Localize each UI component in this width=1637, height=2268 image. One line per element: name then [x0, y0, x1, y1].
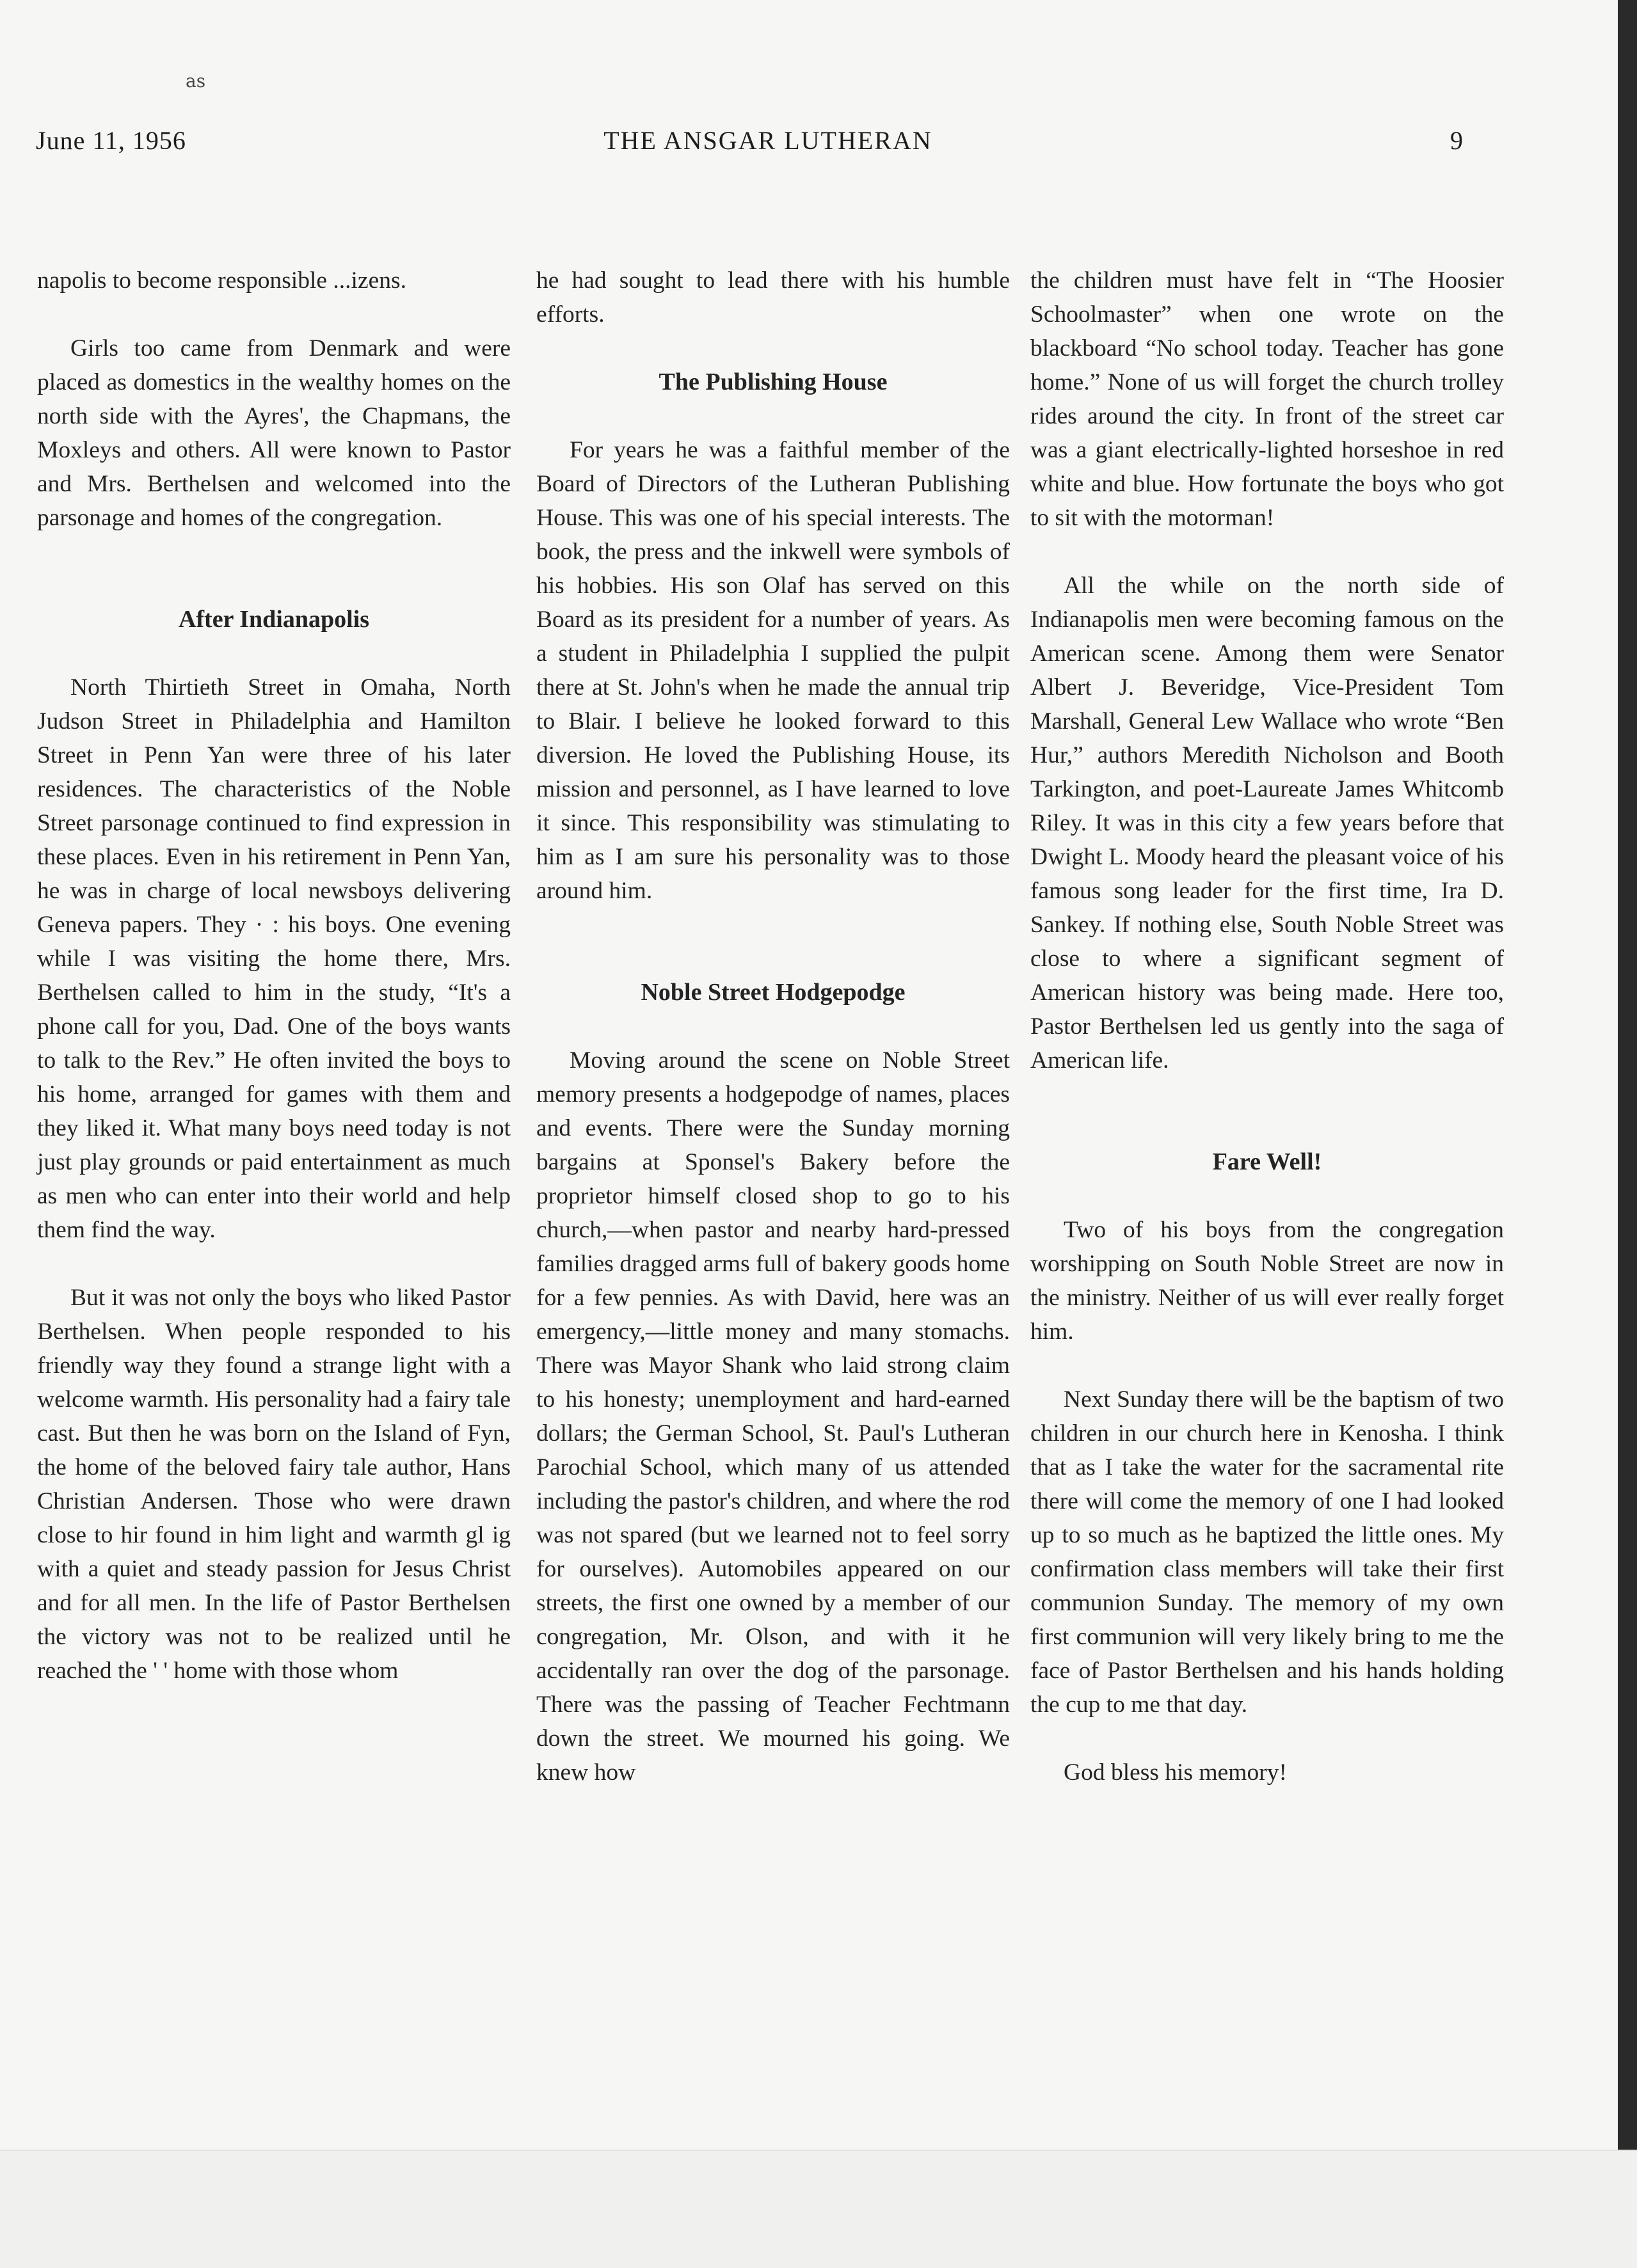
section-heading-noble-street-hodgepodge: Noble Street Hodgepodge	[641, 979, 906, 1006]
column-2	[536, 264, 1010, 1789]
paragraph: But it was not only the boys who liked Pastor Berthelsen. When people responded to his friendly way they found a strange light with a welcome warmth. His personality had a fairy tale cast. But then he was born on the Island of Fyn, the home of the beloved fairy tale author, Hans Christian Andersen. Those who were drawn close to hir found in him light and warmth gl ig with a quiet and steady passion for Jesus Christ and for all men. In the life of Pastor Berthelsen the victory was not to be realized until he reached the ' ' home with those whom	[37, 1285, 511, 1684]
scanner-bed	[0, 2150, 1637, 2268]
paragraph: North Thirtieth Street in Omaha, North Judson Street in Philadelphia and Hamilton Street in Penn Yan were three of his later residences. The characteristics of the Noble Street parsonage continued to find expression in these places. Even in his retirement in Penn Yan, he was in charge of local newsboys delivering Geneva papers. They · : his boys. One evening while I was visiting the home there, Mrs. Berthelsen called to him in the study, “It's a phone call for you, Dad. One of the boys wants to talk to the Rev.” He often invited the boys to his home, arranged for games with them and they liked it. What many boys need today is not just play grounds or paid entertainment as much as men who can enter into their world and help them find the way.	[37, 674, 511, 1243]
paragraph: napolis to become responsible ...izens.	[37, 267, 406, 294]
issue-date: June 11, 1956	[36, 126, 186, 155]
column-3	[1030, 264, 1504, 1789]
page-number: 9	[1450, 126, 1463, 155]
paragraph: Next Sunday there will be the baptism of two children in our church here in Kenosha. I think that as I take the water for the sacramental rite there will come the memory of one I had looked up to so much as he baptized the little ones. My confirmation class members will take their first communion Sunday. The memory of my own first communion will very likely bring to me the face of Pastor Berthelsen and his hands holding the cup to me that day.	[1030, 1386, 1504, 1718]
paragraph: the children must have felt in “The Hoosier Schoolmaster” when one wrote on the blackboard “No school today. Teacher has gone home.” None of us will forget the church trolley rides around the city. In front of the street car was a giant electrically-lighted horseshoe in red white and blue. How fortunate the boys who got to sit with the motorman!	[1030, 267, 1504, 531]
section-heading-publishing-house: The Publishing House	[659, 369, 888, 395]
paragraph: All the while on the north side of Indianapolis men were becoming famous on the American scene. Among them were Senator Albert J. Beveridge, Vice-President Tom Marshall, General Lew Wallace who wrote “Ben Hur,” authors Meredith Nicholson and Booth Tarkington, and poet-Laureate James Whitcomb Riley. It was in this city a few years before that Dwight L. Moody heard the pleasant voice of his famous song leader for the first time, Ira D. Sankey. If nothing else, South Noble Street was close to where a significant segment of American history was being made. Here too, Pastor Berthelsen led us gently into the saga of American life.	[1030, 573, 1504, 1074]
corner-mark: as	[186, 70, 206, 91]
section-heading-fare-well: Fare Well!	[1212, 1148, 1322, 1175]
scanner-edge	[1618, 0, 1637, 2150]
paragraph: God bless his memory!	[1064, 1759, 1287, 1786]
paragraph: For years he was a faithful member of the Board of Directors of the Lutheran Publishing House. This was one of his special interests. The book, the press and the inkwell were symbols of his hobbies. His son Olaf has served on this Board as its president for a number of years. As a student in Philadelphia I supplied the pulpit there at St. John's when he made the annual trip to Blair. I believe he looked forward to this diversion. He loved the Publishing House, its mission and personnel, as I have learned to love it since. This responsibility was stimulating to him as I am sure his personality was to those around him.	[536, 437, 1010, 904]
column-1	[37, 264, 511, 1688]
paragraph: Moving around the scene on Noble Street memory presents a hodgepodge of names, places and events. There were the Sunday morning bargains at Sponsel's Bakery before the proprietor himself closed shop to go to his church,—when pastor and nearby hard-pressed families dragged arms full of bakery goods home for a few pennies. As with David, here was an emergency,—little money and many stomachs. There was Mayor Shank who laid strong claim to his honesty; unemployment and hard-earned dollars; the German School, St. Paul's Lutheran Parochial School, which many of us attended including the pastor's children, and where the rod was not spared (but we learned not to feel sorry for ourselves). Automobiles appeared on our streets, the first one owned by a member of our congregation, Mr. Olson, and with it he accidentally ran over the dog of the parsonage. There was the passing of Teacher Fechtmann down the street. We mourned his going. We knew how	[536, 1047, 1010, 1786]
paragraph: he had sought to lead there with his humble efforts.	[536, 267, 1010, 328]
publication-title: THE ANSGAR LUTHERAN	[603, 126, 932, 155]
section-heading-after-indianapolis: After Indianapolis	[178, 606, 370, 633]
paragraph: Girls too came from Denmark and were placed as domestics in the wealthy homes on the north side with the Ayres', the Chapmans, the Moxleys and others. All were known to Pastor and Mrs. Berthelsen and welcomed into the parsonage and homes of the congregation.	[37, 335, 511, 531]
paragraph: Two of his boys from the congregation worshipping on South Noble Street are now in the ministry. Neither of us will ever really forget him.	[1030, 1217, 1504, 1345]
